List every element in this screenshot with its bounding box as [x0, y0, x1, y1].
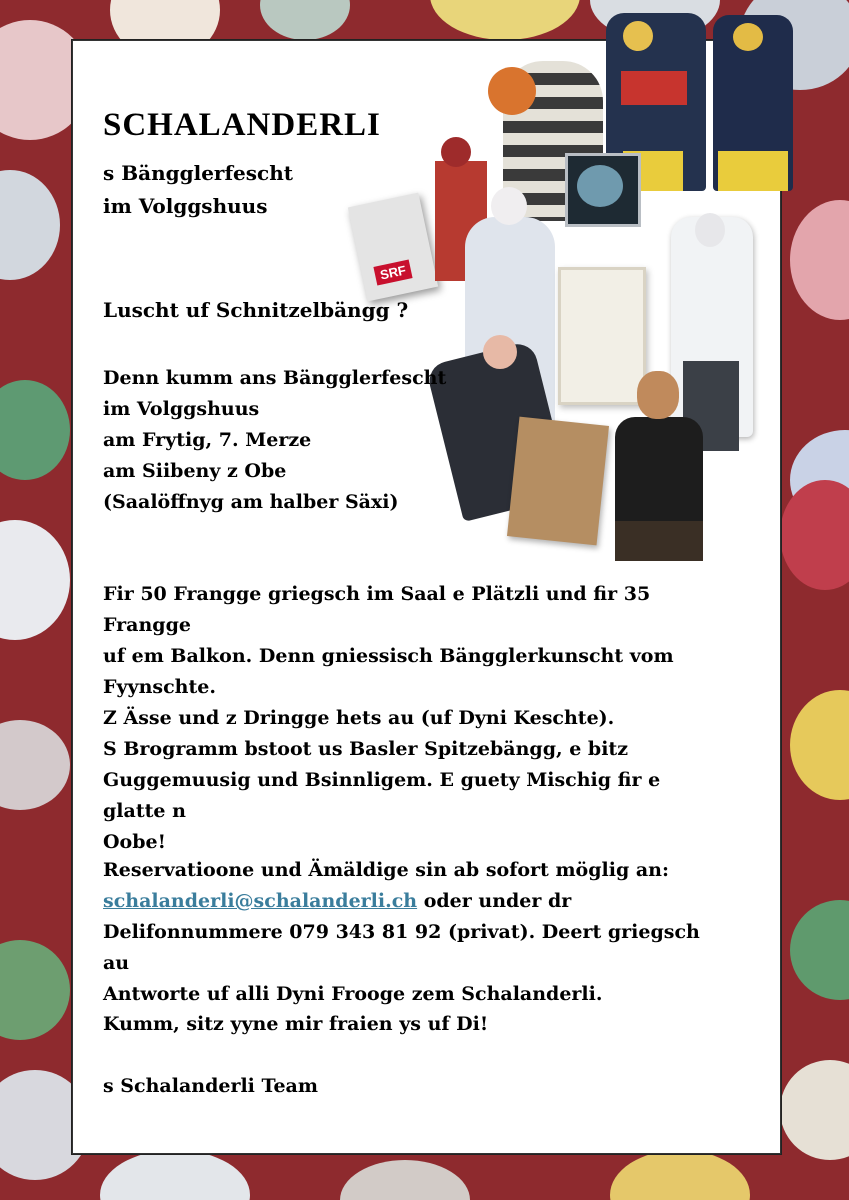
invite-line: (Saalöffnyg am halber Säxi)	[103, 491, 399, 513]
flyer-card	[72, 40, 781, 1154]
sack-costume	[507, 417, 609, 546]
reservation-paragraph	[103, 855, 728, 1010]
srf-badge: SRF	[373, 259, 412, 285]
team-signature: s Schalanderli Team	[103, 1075, 318, 1097]
cow-mask-figure	[615, 417, 703, 535]
body-line: uf em Balkon. Denn gniessisch Bängglerkunscht vom	[103, 645, 674, 667]
body-line: Fyynschte.	[103, 676, 216, 698]
body-line: S Brogramm bstoot us Basler Spitzebängg, e bitz	[103, 738, 628, 760]
subtitle	[103, 157, 293, 223]
reservation-text: oder under dr	[417, 890, 572, 912]
reservation-email-line	[103, 886, 728, 917]
invitation-block	[103, 363, 446, 518]
question-heading: Luscht uf Schnitzelbängg ?	[103, 298, 409, 322]
reservation-line: Reservatioone und Ämäldige sin ab sofort möglig an:	[103, 859, 669, 881]
closing-line: Kumm, sitz yyne mir fraien ys uf Di!	[103, 1013, 489, 1035]
srf-box	[348, 193, 438, 302]
invite-line: am Frytig, 7. Merze	[103, 429, 312, 451]
body-line: Oobe!	[103, 831, 166, 853]
body-line: Fir 50 Frangge griegsch im Saal e Plätzli und fir 35 Frangge	[103, 583, 651, 636]
body-line: Guggemuusig und Bsinnligem. E guety Mischig fir e glatte n	[103, 769, 661, 822]
reservation-line: Antworte uf alli Dyni Frooge zem Schalanderli.	[103, 983, 603, 1005]
invite-line: am Siibeny z Obe	[103, 460, 287, 482]
lantern-board	[558, 267, 646, 405]
reservation-line: Delifonnummere 079 343 81 92 (privat). Deert griegsch au	[103, 921, 700, 974]
invite-line: Denn kumm ans Bängglerfescht	[103, 367, 447, 389]
invite-line: im Volggshuus	[103, 398, 260, 420]
page-title: SCHALANDERLI	[103, 107, 381, 143]
email-link[interactable]: schalanderli@schalanderli.ch	[103, 890, 418, 912]
pricing-paragraph	[103, 579, 723, 858]
body-line: Z Ässe und z Dringge hets au (uf Dyni Keschte).	[103, 707, 615, 729]
subtitle-line: im Volggshuus	[103, 194, 268, 218]
subtitle-line: s Bängglerfescht	[103, 161, 293, 185]
